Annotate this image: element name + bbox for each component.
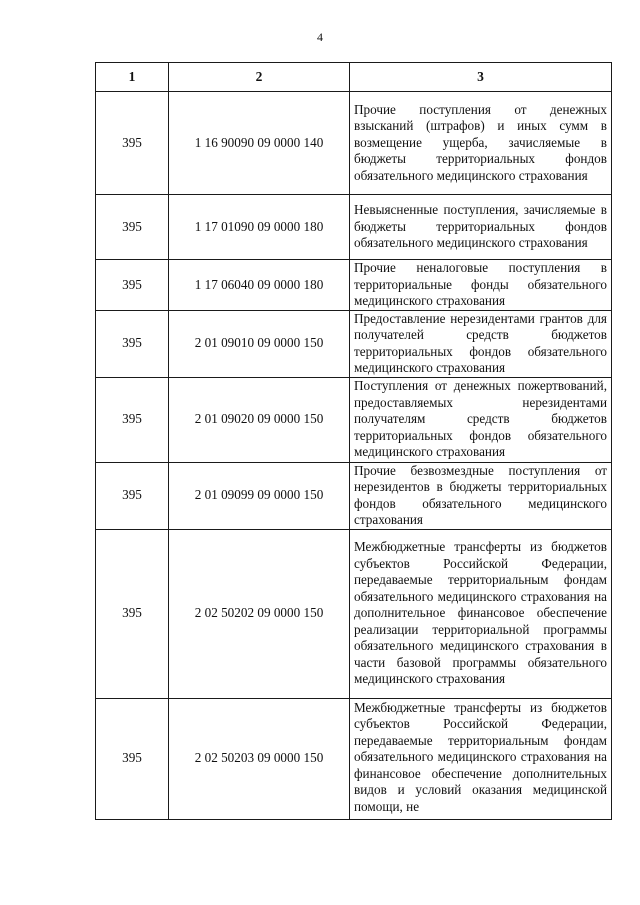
income-name-cell — [350, 698, 612, 819]
admin-code-cell: 395 — [96, 310, 169, 377]
table-row — [96, 698, 612, 819]
budget-codes-table — [95, 62, 612, 820]
table-row — [96, 462, 612, 529]
budget-code-cell: 2 02 50202 09 0000 150 — [169, 529, 350, 698]
budget-code-cell: 1 17 06040 09 0000 180 — [169, 260, 350, 311]
income-name-cell: Поступления от денежных пожертвований, предоставляемых нерезидентами получателям средств бюджетов территориальных фондов обязательного медицинского страхования — [350, 377, 612, 462]
table-row — [96, 377, 612, 462]
budget-code-cell: 2 02 50203 09 0000 150 — [169, 698, 350, 819]
income-name-cell: Прочие поступления от денежных взысканий (штрафов) и иных сумм в возмещение ущерба, зачисляемые в бюджеты территориальных фондов обязательного медицинского страхования — [350, 92, 612, 195]
income-name-cell: Предоставление нерезидентами грантов для получателей средств бюджетов территориальных фондов обязательного медицинского страхования — [350, 310, 612, 377]
admin-code-cell: 395 — [96, 195, 169, 260]
income-name-cell: Прочие безвозмездные поступления от нерезидентов в бюджеты территориальных фондов обязательного медицинского страхования — [350, 462, 612, 529]
table-row — [96, 260, 612, 311]
column-header-3: 3 — [350, 63, 612, 92]
admin-code-cell: 395 — [96, 92, 169, 195]
budget-code-cell: 1 16 90090 09 0000 140 — [169, 92, 350, 195]
income-name-text: Межбюджетные трансферты из бюджетов субъектов Российской Федерации, передаваемые территориальным фондам обязательного медицинского страхования на финансовое обеспечение дополнительных видов и условий оказания медицинской помощи, не — [354, 699, 607, 814]
income-name-cell: Прочие неналоговые поступления в территориальные фонды обязательного медицинского страхования — [350, 260, 612, 311]
table-row — [96, 92, 612, 195]
budget-code-cell: 2 01 09099 09 0000 150 — [169, 462, 350, 529]
column-header-2: 2 — [169, 63, 350, 92]
income-name-cell: Невыясненные поступления, зачисляемые в бюджеты территориальных фондов обязательного медицинского страхования — [350, 195, 612, 260]
admin-code-cell: 395 — [96, 377, 169, 462]
admin-code-cell: 395 — [96, 462, 169, 529]
table-header-row — [96, 63, 612, 92]
page-number: 4 — [317, 30, 323, 44]
column-header-1: 1 — [96, 63, 169, 92]
budget-code-cell: 1 17 01090 09 0000 180 — [169, 195, 350, 260]
admin-code-cell: 395 — [96, 698, 169, 819]
table-row — [96, 310, 612, 377]
table-row — [96, 529, 612, 698]
income-name-cell: Межбюджетные трансферты из бюджетов субъектов Российской Федерации, передаваемые территориальным фондам обязательного медицинского страхования на дополнительное финансовое обеспечение реализации территориальной программы обязательного медицинского страхования в части базовой программы обязательного медицинского страхования — [350, 529, 612, 698]
admin-code-cell: 395 — [96, 260, 169, 311]
table-row — [96, 195, 612, 260]
budget-code-cell: 2 01 09020 09 0000 150 — [169, 377, 350, 462]
budget-code-cell: 2 01 09010 09 0000 150 — [169, 310, 350, 377]
admin-code-cell: 395 — [96, 529, 169, 698]
